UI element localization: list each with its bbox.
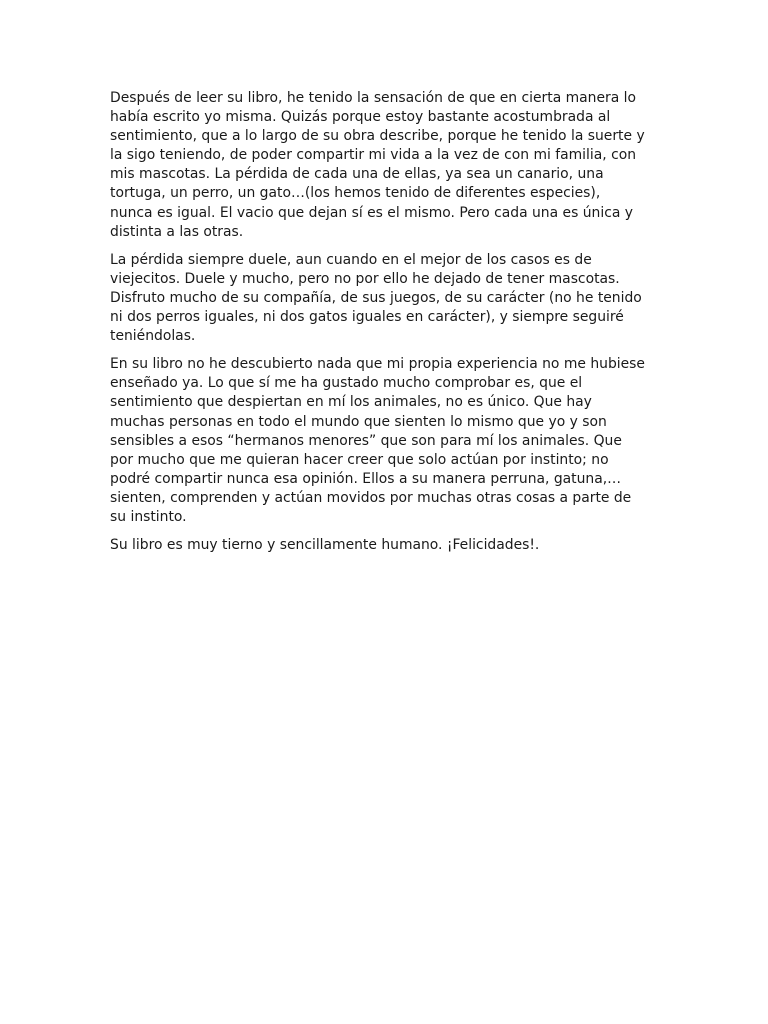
text-line: por mucho que me quieran hacer creer que solo actúan por instinto; no [110,451,609,468]
text-line: teniéndolas. [110,328,196,345]
text-line: En su libro no he descubierto nada que mi propia experiencia no me hubiese [110,356,645,373]
text-line: distinta a las otras. [110,223,244,240]
text-line: muchas personas en todo el mundo que sienten lo mismo que yo y son [110,413,607,430]
text-line: su instinto. [110,508,187,525]
text-line: La pérdida siempre duele, aun cuando en el mejor de los casos es de [110,251,592,268]
text-line: enseñado ya. Lo que sí me ha gustado mucho comprobar es, que el [110,375,583,392]
text-line: nunca es igual. El vacio que dejan sí es el mismo. Pero cada una es única y [110,204,633,221]
text-line: mis mascotas. La pérdida de cada una de ellas, ya sea un canario, una [110,166,604,183]
text-line: ni dos perros iguales, ni dos gatos iguales en carácter), y siempre seguiré [110,309,624,326]
paragraph-1 [110,89,670,242]
paragraph-3 [110,355,670,527]
text-line: Disfruto mucho de su compañía, de sus juegos, de su carácter (no he tenido [110,289,642,306]
text-line: sienten, comprenden y actúan movidos por muchas otras cosas a parte de [110,489,632,506]
text-line: sentimiento, que a lo largo de su obra describe, porque he tenido la suerte y [110,128,645,145]
text-line: Después de leer su libro, he tenido la sensación de que en cierta manera lo [110,90,637,106]
text-line: había escrito yo misma. Quizás porque estoy bastante acostumbrada al [110,109,611,126]
text-line: Su libro es muy tierno y sencillamente humano. ¡Felicidades!. [110,537,540,554]
text-line: tortuga, un perro, un gato…(los hemos tenido de diferentes especies), [110,185,601,202]
paragraph-2 [110,251,670,346]
text-line: sentimiento que despiertan en mí los animales, no es único. Que hay [110,394,592,411]
document-body [110,89,670,564]
text-line: la sigo teniendo, de poder compartir mi vida a la vez de con mi familia, con [110,147,637,164]
paragraph-4 [110,536,670,555]
text-line: podré compartir nunca esa opinión. Ellos a su manera perruna, gatuna,… [110,470,622,487]
text-line: sensibles a esos “hermanos menores” que son para mí los animales. Que [110,432,622,449]
text-line: viejecitos. Duele y mucho, pero no por ello he dejado de tener mascotas. [110,270,620,287]
